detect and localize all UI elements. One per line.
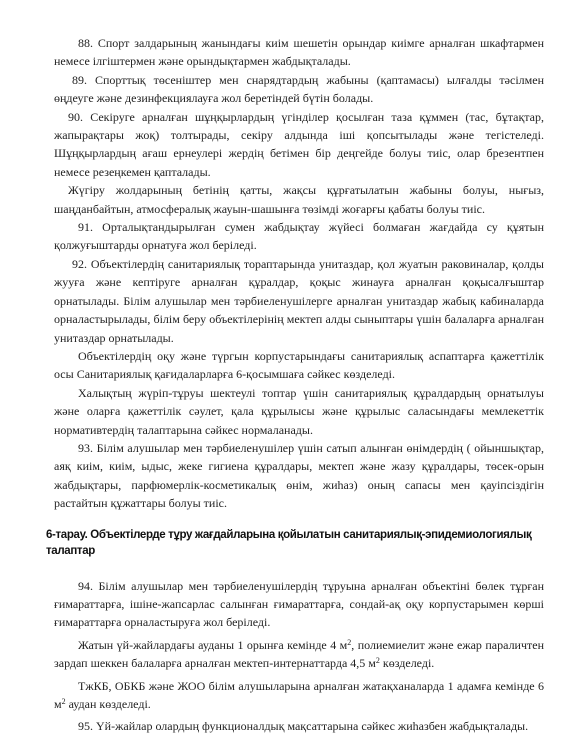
- paragraph-94: 94. Білім алушылар мен тәрбиеленушілердің тұруына арналған объектіні бөлек тұрған ғимараттарға, ішіне-жапсарлас салынған ғимараттарға, сондай-ақ оқу корпустарымен көрші ғимараттарға орналастыруға жол беріледі.: [54, 578, 544, 630]
- superscript-2: 2: [61, 697, 66, 706]
- paragraph-93: 93. Білім алушылар мен тәрбиеленушілер үшін сатып алынған өнімдердің ( ойыншықтар, аяқ киім, киім, ыдыс, жеке гигиена құралдары, мектеп және жазу құралдары, төсек-орын жабдықтары, парфюмерлік-косметикалық өнім, жиһаз) оның сапасы мен қауіпсіздігін растайтын құжаттары болуы тиіс.: [54, 440, 544, 511]
- sleeping-area-text-start: Жатын үй-жайлардағы ауданы 1 орынға кемінде 4 м: [78, 637, 348, 652]
- paragraph-dormitory-area: [54, 677, 544, 714]
- paragraph-running-tracks: Жүгіру жолдарының бетінің қатты, жақсы құрғатылатын жабыны болуы, нығыз, шаңданбайтын, атмосфералық жауын-шашынға төзімді жоғарғы қабаты болуы тиіс.: [54, 183, 544, 216]
- superscript-2: 2: [375, 656, 380, 666]
- section-heading: 6-тарау. Объектілерде тұру жағдайларына қойылатын санитариялық-эпидемиологиялық талаптар: [46, 528, 532, 557]
- paragraph-sleeping-area: [54, 636, 544, 673]
- paragraph-90: 90. Секіруге арналған шұңқырлардың үгінділер қосылған таза құммен (тас, бұтақтар, жапырақтары жоқ) толтырады, секіру алдында іші қопсытылады және тегістеледі. Шұңқырлардың ағаш ернеулері жердің бетімен бір деңгейде болуы тиіс, олар брезентпен немесе резеңкемен қапталады.: [54, 109, 544, 179]
- paragraph-89: 89. Спорттық төсеніштер мен снарядтардың жабыны (қаптамасы) ылғалды тәсілмен өңдеуге және дезинфекциялауға жол беретіндей бүтін болады.: [54, 72, 544, 106]
- paragraph-limited-mobility: Халықтың жүріп-тұруы шектеулі топтар үшін санитариялық құралдардың орнатылуы және оларға қажеттілік сәулет, қала құрылысы және құрылыс саласындағы мемлекеттік нормативтердің талаптарына сәйкес нормаланады.: [54, 385, 544, 437]
- sleeping-area-text-middle: , полиемиелит және ежар параличтен зардап шеккен балаларға арналған мектеп-интернаттарда 4,5 м: [54, 637, 545, 671]
- paragraph-95: 95. Үй-жайлар олардың функционалдық мақсаттарына сәйкес жиһазбен жабдықталады.: [78, 719, 529, 734]
- sleeping-area-text-end: көзделеді.: [379, 656, 435, 671]
- paragraph-88: 88. Спорт залдарының жанындағы киім шешетін орындар киімге арналған шкафтармен немесе ілгіштермен және орындықтармен жабдықталады.: [54, 36, 544, 69]
- superscript-2: 2: [347, 637, 352, 647]
- paragraph-sanitary-fixtures: Объектілердің оқу және түргын корпустарындағы санитариялық аспаптарға қажеттілік осы Санитариялық қағидаларларға 6-қосымшаға сәйкес көзделеді.: [54, 348, 544, 382]
- dormitory-text-end: аудан көзделеді.: [65, 697, 151, 711]
- paragraph-91: 91. Орталықтандырылған сумен жабдықтау жүйесі болмаған жағдайда су құятын қолжуғыштарды орнатуға жол беріледі.: [54, 220, 544, 253]
- paragraph-92: 92. Объектілердің санитариялық тораптарында унитаздар, қол жуатын раковиналар, қолды жууға және кептіруге арналған құралдар, қоқыс жинауға арналған қоқысалғыштар орнатылады. Білім алушылар мен тәрбиеленушілерге арналған унитаздар жабық кабиналарда орналастырылады, білім беру объектілерінің мектеп алды сыныптары үшін балаларға арналған унитаздар орнатылады.: [54, 256, 544, 345]
- dormitory-text-start: ТжКБ, ОБКБ және ЖОО білім алушыларына арналған жатақханаларда 1 адамға кемінде 6 м: [54, 678, 544, 711]
